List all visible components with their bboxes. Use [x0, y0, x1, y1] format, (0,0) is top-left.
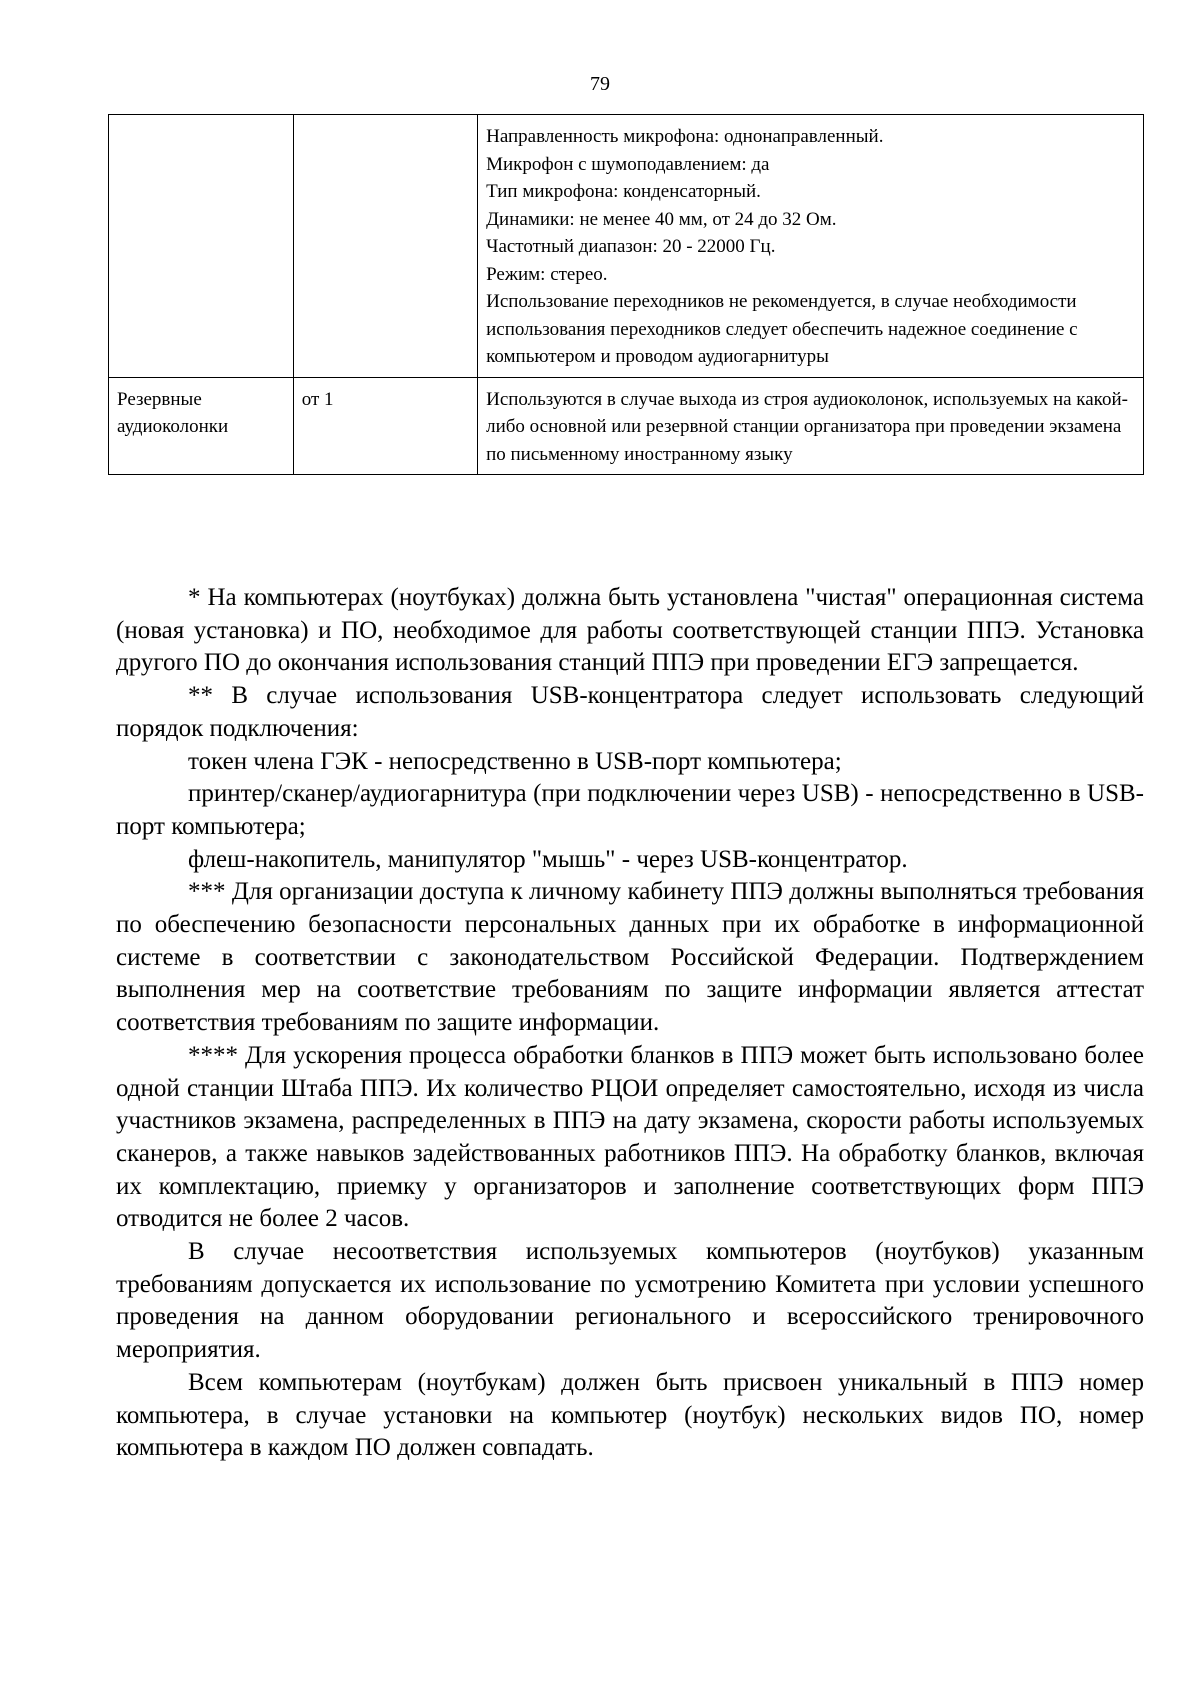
notes-section — [116, 582, 1144, 1465]
table-cell-description — [478, 377, 1144, 475]
table-row — [109, 377, 1144, 475]
table-cell-quantity — [293, 115, 477, 378]
note-paragraph: принтер/сканер/аудиогарнитура (при подключении через USB) - непосредственно в USB-порт компьютера; — [116, 780, 1144, 840]
note-paragraph: Всем компьютерам (ноутбукам) должен быть присвоен уникальный в ППЭ номер компьютера, в случае установки на компьютер (ноутбук) нескольких видов ПО, номер компьютера в каждом ПО должен совпадать. — [116, 1368, 1144, 1462]
note-paragraph: В случае несоответствия используемых компьютеров (ноутбуков) указанным требованиям допускается их использование по усмотрению Комитета при условии успешного проведения на данном оборудовании регионального и всероссийского тренировочного мероприятия. — [116, 1238, 1144, 1364]
spec-line: Использование переходников не рекомендуется, в случае необходимости использования переходников следует обеспечить надежное соединение с компьютером и проводом аудиогарнитуры — [486, 291, 1078, 367]
spec-line: Направленность микрофона: однонаправленный. — [486, 126, 884, 147]
page-number: 79 — [590, 73, 610, 95]
table-cell-description — [478, 115, 1144, 378]
note-paragraph: **** Для ускорения процесса обработки бланков в ППЭ может быть использовано более одной станции Штаба ППЭ. Их количество РЦОИ определяет самостоятельно, исходя из числа участников экзамена, распределенных в ППЭ на дату экзамена, скорости работы используемых сканеров, а также навыков задействованных работников ППЭ. На обработку бланков, включая их комплектацию, приемку у организаторов и заполнение соответствующих форм ППЭ отводится не более 2 часов. — [116, 1041, 1144, 1233]
requirements-table — [108, 114, 1144, 475]
spec-line: Режим: стерео. — [486, 263, 608, 285]
note-paragraph: ** В случае использования USB-концентратора следует использовать следующий порядок подключения: — [116, 682, 1144, 742]
table-row — [109, 115, 1144, 378]
spec-line: Тип микрофона: конденсаторный. — [486, 181, 761, 202]
spec-line: Используются в случае выхода из строя аудиоколонок, используемых на какой-либо основной или резервной станции организатора при проведении экзамена по письменному иностранному языку — [486, 388, 1128, 465]
note-paragraph: * На компьютерах (ноутбуках) должна быть установлена "чистая" операционная система (новая установка) и ПО, необходимое для работы соответствующей станции ППЭ. Установка другого ПО до окончания использования станций ППЭ при проведении ЕГЭ запрещается. — [116, 584, 1144, 677]
note-paragraph: *** Для организации доступа к личному кабинету ППЭ должны выполняться требования по обеспечению безопасности персональных данных при их обработке в информационной системе в соответствии с законодательством Российской Федерации. Подтверждением выполнения мер на соответствие требованиям по защите информации является аттестат соответствия требованиям по защите информации. — [116, 878, 1144, 1037]
spec-line: Частотный диапазон: 20 - 22000 Гц. — [486, 236, 776, 257]
table-cell-name: Резервные аудиоколонки — [109, 377, 294, 475]
table-cell-quantity: от 1 — [293, 377, 477, 475]
table-cell-name — [109, 115, 294, 378]
spec-line: Динамики: не менее 40 мм, от 24 до 32 Ом. — [486, 208, 837, 230]
spec-line: Микрофон с шумоподавлением: да — [486, 153, 770, 175]
note-paragraph: флеш-накопитель, манипулятор "мышь" - через USB-концентратор. — [188, 845, 908, 873]
note-paragraph: токен члена ГЭК - непосредственно в USB-порт компьютера; — [188, 747, 842, 775]
